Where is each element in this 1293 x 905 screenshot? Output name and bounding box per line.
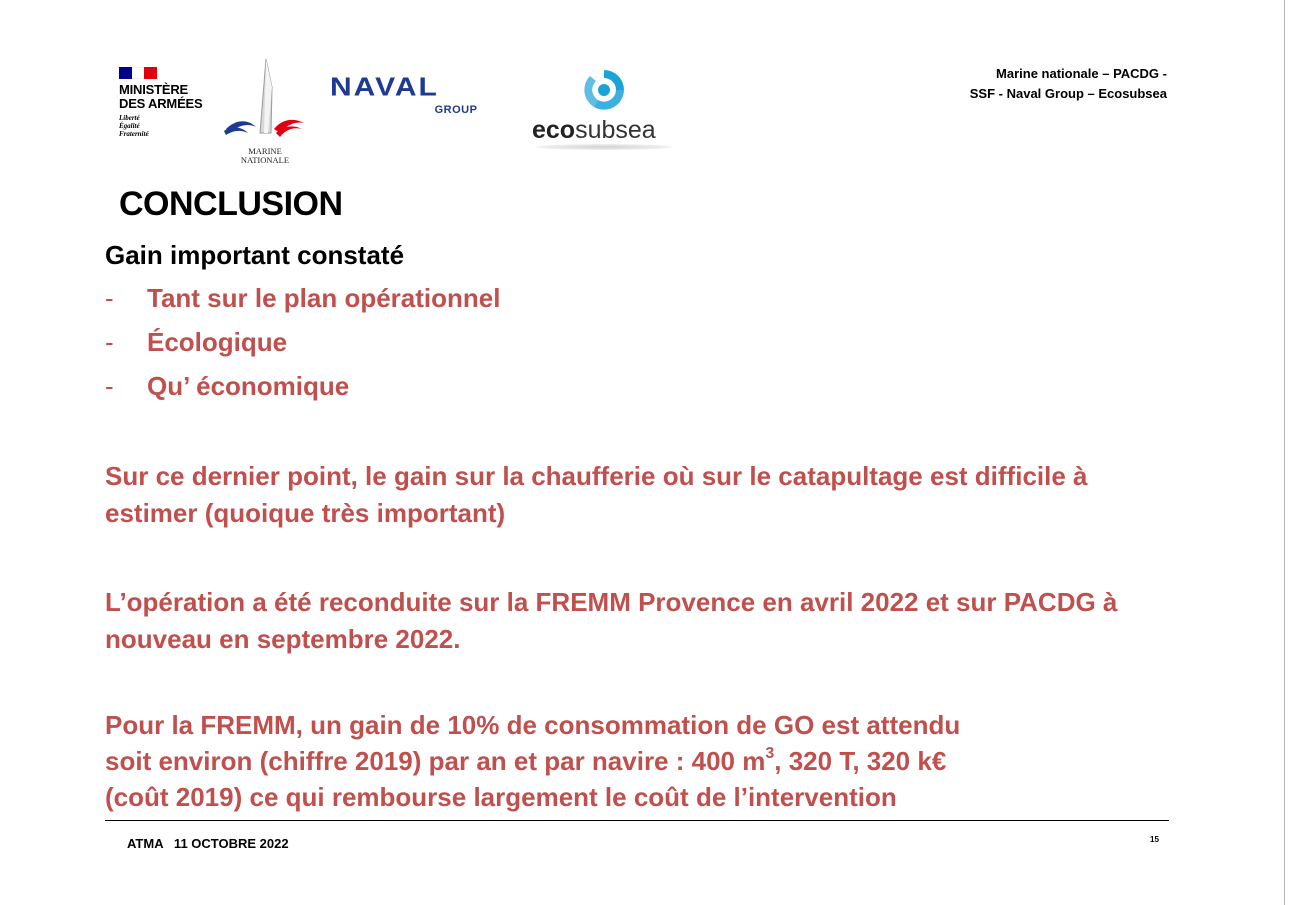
ecosubsea-shadow: [536, 144, 672, 150]
org-line-2: SSF - Naval Group – Ecosubsea: [969, 86, 1167, 101]
ecosubsea-swirl-icon: [580, 66, 628, 112]
fremm-line-2b: , 320 T, 320 k€: [774, 746, 947, 776]
naval-group-logo: [330, 73, 510, 120]
marine-sail-icon: [222, 57, 308, 147]
naval-group-sub: GROUP: [434, 104, 478, 116]
list-item: [105, 326, 500, 370]
paragraph-chaufferie: Sur ce dernier point, le gain sur la chaufferie où sur le catapultage est difficile à estimer (quoique très important): [105, 461, 1088, 528]
page-number: 15: [1150, 835, 1159, 844]
bullet-text: Qu’ économique: [147, 371, 350, 401]
cubic-superscript: 3: [765, 745, 775, 762]
marine-line1: MARINE: [248, 146, 282, 156]
list-item: [105, 282, 500, 326]
bullet-dash: -: [105, 371, 114, 401]
ministere-des-armees-logo: [119, 67, 219, 147]
ecosubsea-logo: [532, 66, 682, 150]
french-flag-icon: [119, 67, 157, 79]
list-item: [105, 370, 500, 414]
fremm-line-2: [105, 743, 1195, 779]
bullet-text: Tant sur le plan opérationnel: [147, 283, 501, 313]
fremm-line-1: Pour la FREMM, un gain de 10% de consommation de GO est attendu: [105, 710, 961, 740]
devise-egalite: Égalité: [119, 122, 140, 130]
marine-line2: NATIONALE: [240, 155, 290, 165]
bullet-text: Écologique: [147, 327, 288, 357]
gain-list: [105, 282, 500, 414]
ministere-line1: MINISTÈRE: [119, 82, 188, 97]
footer-divider: [105, 820, 1169, 821]
eco-suffix: subsea: [575, 116, 656, 144]
bullet-dash: -: [105, 283, 114, 313]
marine-nationale-logo: [222, 57, 308, 165]
slide-subtitle: Gain important constaté: [105, 240, 405, 270]
fremm-line-2a: soit environ (chiffre 2019) par an et par navire : 400 m: [105, 746, 766, 776]
page-edge: [1284, 0, 1285, 905]
slide-title: CONCLUSION: [119, 185, 343, 223]
devise-fraternite: Fraternité: [119, 130, 149, 138]
bullet-dash: -: [105, 327, 114, 357]
paragraph-reconduction: L’opération a été reconduite sur la FREMM Provence en avril 2022 et sur PACDG à nouveau en septembre 2022.: [105, 587, 1118, 654]
eco-prefix: eco: [532, 116, 576, 144]
footer-date: ATMA 11 OCTOBRE 2022: [127, 836, 289, 851]
naval-word: NAVAL: [330, 73, 439, 102]
paragraph-fremm: [105, 707, 1195, 815]
org-line-1: Marine nationale – PACDG -: [996, 66, 1167, 81]
devise-liberte: Liberté: [119, 114, 140, 122]
ministere-line2: DES ARMÉES: [119, 96, 203, 111]
ecosubsea-wordmark: [532, 116, 656, 144]
fremm-line-3: (coût 2019) ce qui rembourse largement le coût de l’intervention: [105, 782, 897, 812]
